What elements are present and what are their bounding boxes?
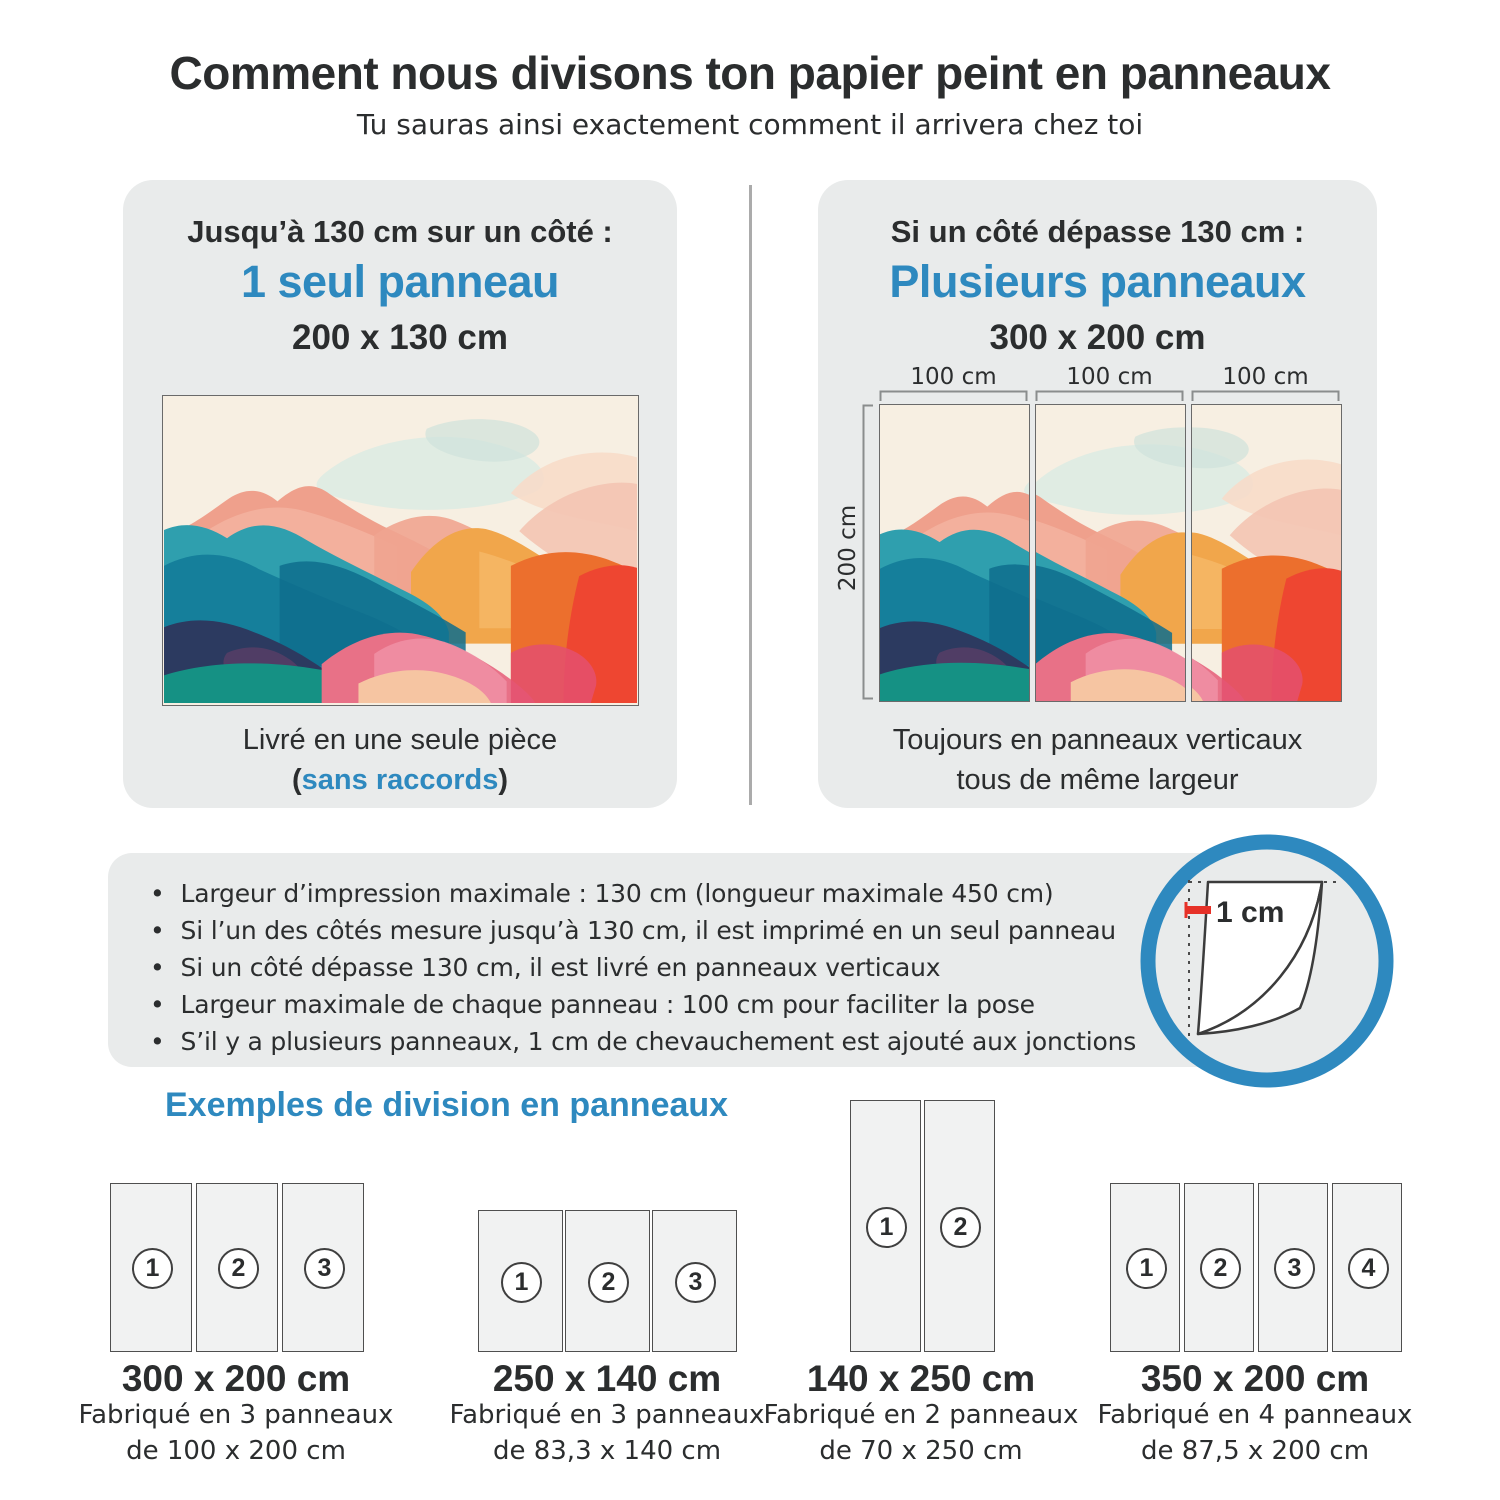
wallpaper-panel-3	[1191, 404, 1342, 702]
panel-number-badge: 1	[501, 1262, 542, 1303]
single-panel-size: 200 x 130 cm	[291, 318, 508, 357]
example-size: 300 x 200 cm	[121, 1358, 351, 1399]
example-size: 350 x 200 cm	[1140, 1358, 1370, 1399]
multi-panel-caption	[818, 720, 1377, 800]
watercolor-artwork	[164, 396, 637, 703]
paren-close: )	[498, 764, 508, 796]
single-panel-highlight: 1 seul panneau	[240, 256, 560, 307]
multi-panel-heading: Si un côté dépasse 130 cm :	[890, 214, 1305, 249]
page-subtitle: Tu sauras ainsi exactement comment il arrivera chez toi	[356, 108, 1144, 141]
example-desc: Fabriqué en 4 panneaux	[1097, 1400, 1413, 1430]
width-bracket-2	[1035, 390, 1184, 402]
example-desc: Fabriqué en 3 panneaux	[78, 1400, 394, 1430]
watercolor-artwork-slice-2	[1035, 405, 1186, 701]
example-desc: de 70 x 250 cm	[819, 1436, 1023, 1466]
example-size: 140 x 250 cm	[806, 1358, 1036, 1399]
example-desc: de 100 x 200 cm	[126, 1436, 346, 1466]
wallpaper-panel-1	[879, 404, 1030, 702]
panel-height-label: 200 cm	[835, 504, 861, 592]
single-panel-caption	[123, 720, 677, 800]
multi-panel-card	[818, 180, 1377, 808]
rule-item: • Si un côté dépasse 130 cm, il est livré en panneaux verticaux	[150, 949, 1136, 986]
example-desc: de 83,3 x 140 cm	[492, 1436, 722, 1466]
width-bracket-3	[1191, 390, 1340, 402]
panel-number-badge: 3	[1274, 1248, 1315, 1289]
paren-open: (	[291, 764, 302, 796]
single-panel-caption-line2	[123, 760, 677, 800]
watercolor-artwork-slice-1	[880, 405, 1030, 701]
overlap-badge	[1132, 826, 1402, 1096]
wallpaper-panel-2	[1035, 404, 1186, 702]
rule-item: • Largeur d’impression maximale : 130 cm (longueur maximale 450 cm)	[150, 875, 1136, 912]
panel-number-badge: 1	[866, 1207, 907, 1248]
overlap-label: 1 cm	[1216, 896, 1285, 929]
panel-number-badge: 1	[1126, 1248, 1167, 1289]
multi-panel-caption-line2: tous de même largeur	[956, 764, 1239, 796]
rules-bullet-list	[150, 875, 1136, 1060]
rule-item: • S’il y a plusieurs panneaux, 1 cm de chevauchement est ajouté aux jonctions	[150, 1023, 1136, 1060]
panel-number-badge: 1	[132, 1248, 173, 1289]
single-panel-caption-line1: Livré en une seule pièce	[242, 724, 558, 756]
single-panel-heading: Jusqu’à 130 cm sur un côté :	[187, 214, 613, 249]
panel-width-label-3: 100 cm	[1222, 364, 1309, 390]
wallpaper-artwork-single	[162, 395, 639, 706]
panel-number-badge: 2	[940, 1207, 981, 1248]
panel-number-badge: 3	[304, 1248, 345, 1289]
multi-panel-caption-line1: Toujours en panneaux verticaux	[892, 724, 1303, 756]
rule-item: • Si l’un des côtés mesure jusqu’à 130 cm, il est imprimé en un seul panneau	[150, 912, 1136, 949]
panel-width-label-2: 100 cm	[1066, 364, 1153, 390]
panel-number-badge: 4	[1348, 1248, 1389, 1289]
multi-panel-size: 300 x 200 cm	[989, 318, 1206, 357]
examples-heading: Exemples de division en panneaux	[165, 1086, 729, 1124]
panel-width-label-1: 100 cm	[910, 364, 997, 390]
panel-number-badge: 2	[218, 1248, 259, 1289]
page-curl-icon	[1132, 826, 1402, 1096]
multi-panel-highlight: Plusieurs panneaux	[889, 256, 1306, 307]
rule-item: • Largeur maximale de chaque panneau : 100 cm pour faciliter la pose	[150, 986, 1136, 1023]
card-divider-line	[749, 185, 752, 805]
page-title: Comment nous divisons ton papier peint en panneaux	[169, 47, 1331, 99]
example-desc: Fabriqué en 3 panneaux	[449, 1400, 765, 1430]
example-desc: de 87,5 x 200 cm	[1140, 1436, 1370, 1466]
watercolor-artwork-slice-3	[1191, 405, 1341, 701]
panel-number-badge: 2	[1200, 1248, 1241, 1289]
example-desc: Fabriqué en 2 panneaux	[763, 1400, 1079, 1430]
example-size: 250 x 140 cm	[492, 1358, 722, 1399]
panel-number-badge: 3	[675, 1262, 716, 1303]
caption-highlight: sans raccords	[301, 764, 499, 796]
width-bracket-1	[879, 390, 1028, 402]
single-panel-card	[123, 180, 677, 808]
panel-number-badge: 2	[588, 1262, 629, 1303]
